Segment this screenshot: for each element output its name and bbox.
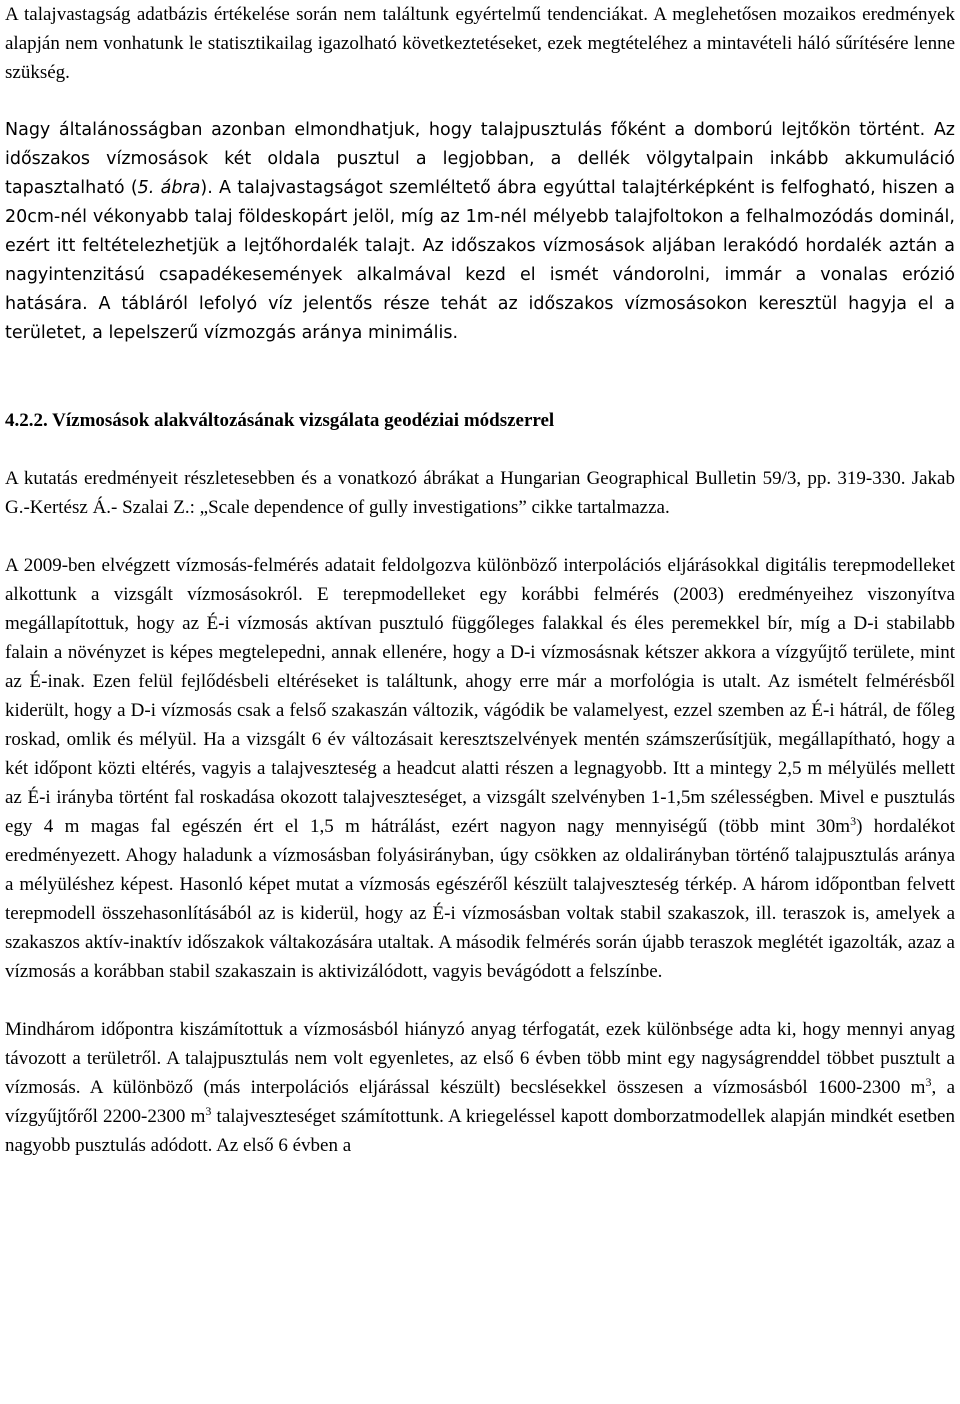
superscript: 3 <box>850 814 857 828</box>
section-heading: 4.2.2. Vízmosások alakváltozásának vizsgálata geodéziai módszerrel <box>5 410 555 431</box>
paragraph-text-part: ). A talajvastagságot szemléltető ábra egyúttal talajtérképként is felfogható, hiszen a 20cm-nél vékonyabb talaj földeskopárt jelöl, míg az 1m-nél mélyebb talajfoltokon a felhalmozódás dominál, ezért itt feltételezhetjük a lejtőhordalék talajt. Az időszakos vízmosások aljában lerakódó hordalék aztán a nagyintenzitású csapadékesemények alkalmával kezd el ismét vándorolni, immár a vonalas erózió hatására. A tábláról lefolyó víz jelentős része tehát az időszakos vízmosásokon keresztül hagyja el a területet, a lepelszerű vízmozgás aránya minimális. <box>5 178 956 343</box>
paragraph-soil-thickness-evaluation <box>5 0 955 87</box>
paragraph-text: A talajvastagság adatbázis értékelése során nem találtunk egyértelmű tendenciákat. A meglehetősen mozaikos eredmények alapján nem vonhatunk le statisztikailag igazolható következtetéseket, ezek megtételéhez a mintavételi háló sűrítésére lenne szükség. <box>5 4 955 83</box>
paragraph-gully-survey <box>5 551 955 986</box>
document-page <box>5 0 955 1160</box>
paragraph-soil-erosion-summary <box>5 116 955 348</box>
paragraph-text-part: Mindhárom időpontra kiszámítottuk a vízmosásból hiányzó anyag térfogatát, ezek különbsége adta ki, hogy mennyi anyag távozott a területről. A talajpusztulás nem volt egyenletes, az első 6 évben több mint egy nagyságrenddel többet pusztult a vízmosás. A különböző (más interpolációs eljárással készült) becslésekkel összesen a vízmosásból 1600-2300 m <box>5 1019 955 1098</box>
paragraph-text-part: A 2009-ben elvégzett vízmosás-felmérés adatait feldolgozva különböző interpolációs eljárásokkal digitális terepmodelleket alkottunk a vizsgált vízmosásokról. E terepmodelleket egy korábbi felmérés (2003) eredményeihez viszonyítva megállapítottuk, hogy az É-i vízmosás aktívan pusztuló függőleges falakkal és éles peremekkel bír, míg a D-i stabilabb falain a növényzet is képes megtelepedni, annak ellenére, hogy a D-i vízmosásnak kétszer akkora a vízgyűjtő területe, mint az É-inak. Ezen felül fejlődésbeli eltéréseket is találtunk, ahogy erre már a morfológia is utalt. Az ismételt felmérésből kiderült, hogy a D-i vízmosás csak a felső szakaszán változik, vágódik be valamelyest, ezzel szemben az É-i hátrál, de főleg roskad, omlik és mélyül. Ha a vizsgált 6 év változásait keresztszelvények mentén számszerűsítjük, megállapítható, hogy a két időpont közti eltérés, vagyis a talajveszteség a headcut alatti részen a legnagyobb. Itt a mintegy 2,5 m mélyülés mellett az É-i irányba történt fal roskadása okozott talajveszteséget, a vizsgált szelvényben 1-1,5m szélességben. Mivel e pusztulás egy 4 m magas fal egészén ért el 1,5 m hátrálást, ezért nagyon nagy mennyiségű (több mint 30m <box>5 555 955 837</box>
paragraph-text-part: Nagy általánosságban azonban elmondhatjuk, hogy talajpusztulás főként a domború lejtőkön történt. Az időszakos vízmosások két oldala pusztul a legjobban, a dellék völgytalpain inkább akkumuláció tapasztalható ( <box>5 120 955 198</box>
superscript: 3 <box>925 1075 932 1089</box>
paragraph-text-part: , a vízgyűjtőről 2200-2300 m <box>5 1077 956 1127</box>
figure-reference: 5. ábra <box>137 178 201 198</box>
paragraph-text-part: ) hordalékot eredményezett. Ahogy haladunk a vízmosásban folyásirányban, úgy csökken az oldalirányban történő talajpusztulás aránya a mélyüléshez képest. Hasonló képet mutat a vízmosás egészéről készült talajveszteség térkép. A három időpontban felvett terepmodell összehasonlításából az is kiderül, hogy az É-i vízmosásban voltak stabil szakaszok, ill. teraszok is, amelyek a szakaszos aktív-inaktív időszakok váltakozására utaltak. A második felmérés során újabb teraszok meglétét igazolták, azaz a vízmosás a korábban stabil szakaszain is aktivizálódott, vagyis bevágódott a felszínbe. <box>5 816 955 982</box>
paragraph-text-part: talajveszteséget számítottunk. A kriegeléssel kapott domborzatmodellek alapján mindkét esetben nagyobb pusztulás adódott. Az első 6 évben a <box>5 1106 955 1156</box>
paragraph-volume-calculation <box>5 1015 955 1160</box>
paragraph-publication-reference <box>5 464 955 522</box>
paragraph-text: A kutatás eredményeit részletesebben és a vonatkozó ábrákat a Hungarian Geographical Bulletin 59/3, pp. 319-330. Jakab G.-Kertész Á.- Szalai Z.: „Scale dependence of gully investigations” cikke tartalmazza. <box>5 468 955 518</box>
superscript: 3 <box>205 1104 212 1118</box>
